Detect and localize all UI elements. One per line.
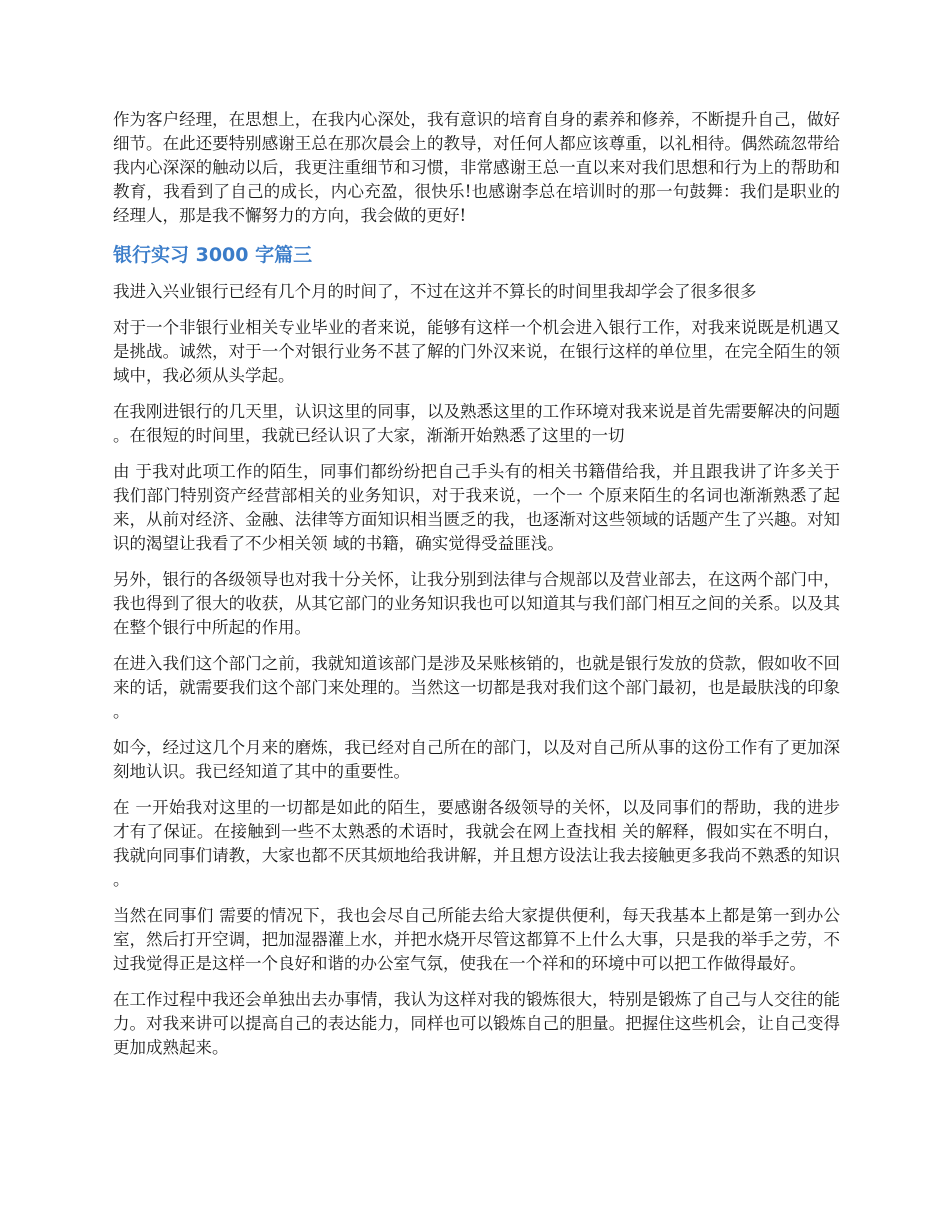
paragraph: 由 于我对此项工作的陌生，同事们都纷纷把自己手头有的相关书籍借给我，并且跟我讲了许多关于我们部门特别资产经营部相关的业务知识，对于我来说，一个一 个原来陌生的名词也渐渐熟悉了起来，从前对经济、金融、法律等方面知识相当匮乏的我，也逐渐对这些领域的话题产生了兴趣。对知识的渴望让我看了不少相关领 域的书籍，确实觉得受益匪浅。 — [113, 462, 840, 553]
paragraph: 在我刚进银行的几天里，认识这里的同事，以及熟悉这里的工作环境对我来说是首先需要解决的问题。在很短的时间里，我就已经认识了大家，渐渐开始熟悉了这里的一切 — [113, 402, 840, 445]
paragraph: 当然在同事们 需要的情况下，我也会尽自己所能去给大家提供便利，每天我基本上都是第一到办公室，然后打开空调，把加湿器灌上水，并把水烧开尽管这都算不上什么大事，只是我的举手之劳，不过我觉得正是这样一个良好和谐的办公室气氛，使我在一个祥和的环境中可以把工作做得最好。 — [113, 906, 840, 973]
paragraph: 在进入我们这个部门之前，我就知道该部门是涉及呆账核销的，也就是银行发放的贷款，假如收不回来的话，就需要我们这个部门来处理的。当然这一切都是我对我们这个部门最初，也是最肤浅的印象。 — [113, 654, 840, 721]
paragraph: 对于一个非银行业相关专业毕业的者来说，能够有这样一个机会进入银行工作，对我来说既是机遇又是挑战。诚然，对于一个对银行业务不甚了解的门外汉来说，在银行这样的单位里，在完全陌生的领域中，我必须从头学起。 — [113, 318, 840, 385]
document-page — [113, 108, 840, 1072]
paragraph: 如今，经过这几个月来的磨炼，我已经对自己所在的部门，以及对自己所从事的这份工作有了更加深刻地认识。我已经知道了其中的重要性。 — [113, 738, 840, 781]
paragraph: 在 一开始我对这里的一切都是如此的陌生，要感谢各级领导的关怀，以及同事们的帮助，我的进步才有了保证。在接触到一些不太熟悉的术语时，我就会在网上查找相 关的解释，假如实在不明白，我就向同事们请教，大家也都不厌其烦地给我讲解，并且想方设法让我去接触更多我尚不熟悉的知识。 — [113, 798, 840, 889]
section-heading: 银行实习 3000 字篇三 — [113, 244, 313, 266]
paragraph: 在工作过程中我还会单独出去办事情，我认为这样对我的锻炼很大，特别是锻炼了自己与人交往的能力。对我来讲可以提高自己的表达能力，同样也可以锻炼自己的胆量。把握住这些机会，让自己变得更加成熟起来。 — [113, 990, 840, 1057]
paragraph: 我进入兴业银行已经有几个月的时间了，不过在这并不算长的时间里我却学会了很多很多 — [113, 282, 757, 301]
paragraph: 另外，银行的各级领导也对我十分关怀，让我分别到法律与合规部以及营业部去，在这两个部门中，我也得到了很大的收获，从其它部门的业务知识我也可以知道其与我们部门相互之间的关系。以及其在整个银行中所起的作用。 — [113, 570, 840, 637]
intro-paragraph: 作为客户经理，在思想上，在我内心深处，我有意识的培育自身的素养和修养，不断提升自己，做好细节。在此还要特别感谢王总在那次晨会上的教导，对任何人都应该尊重，以礼相待。偶然疏忽带给我内心深深的触动以后，我更注重细节和习惯，非常感谢王总一直以来对我们思想和行为上的帮助和教育，我看到了自己的成长，内心充盈，很快乐!也感谢李总在培训时的那一句鼓舞：我们是职业的经理人，那是我不懈努力的方向，我会做的更好! — [113, 110, 840, 225]
